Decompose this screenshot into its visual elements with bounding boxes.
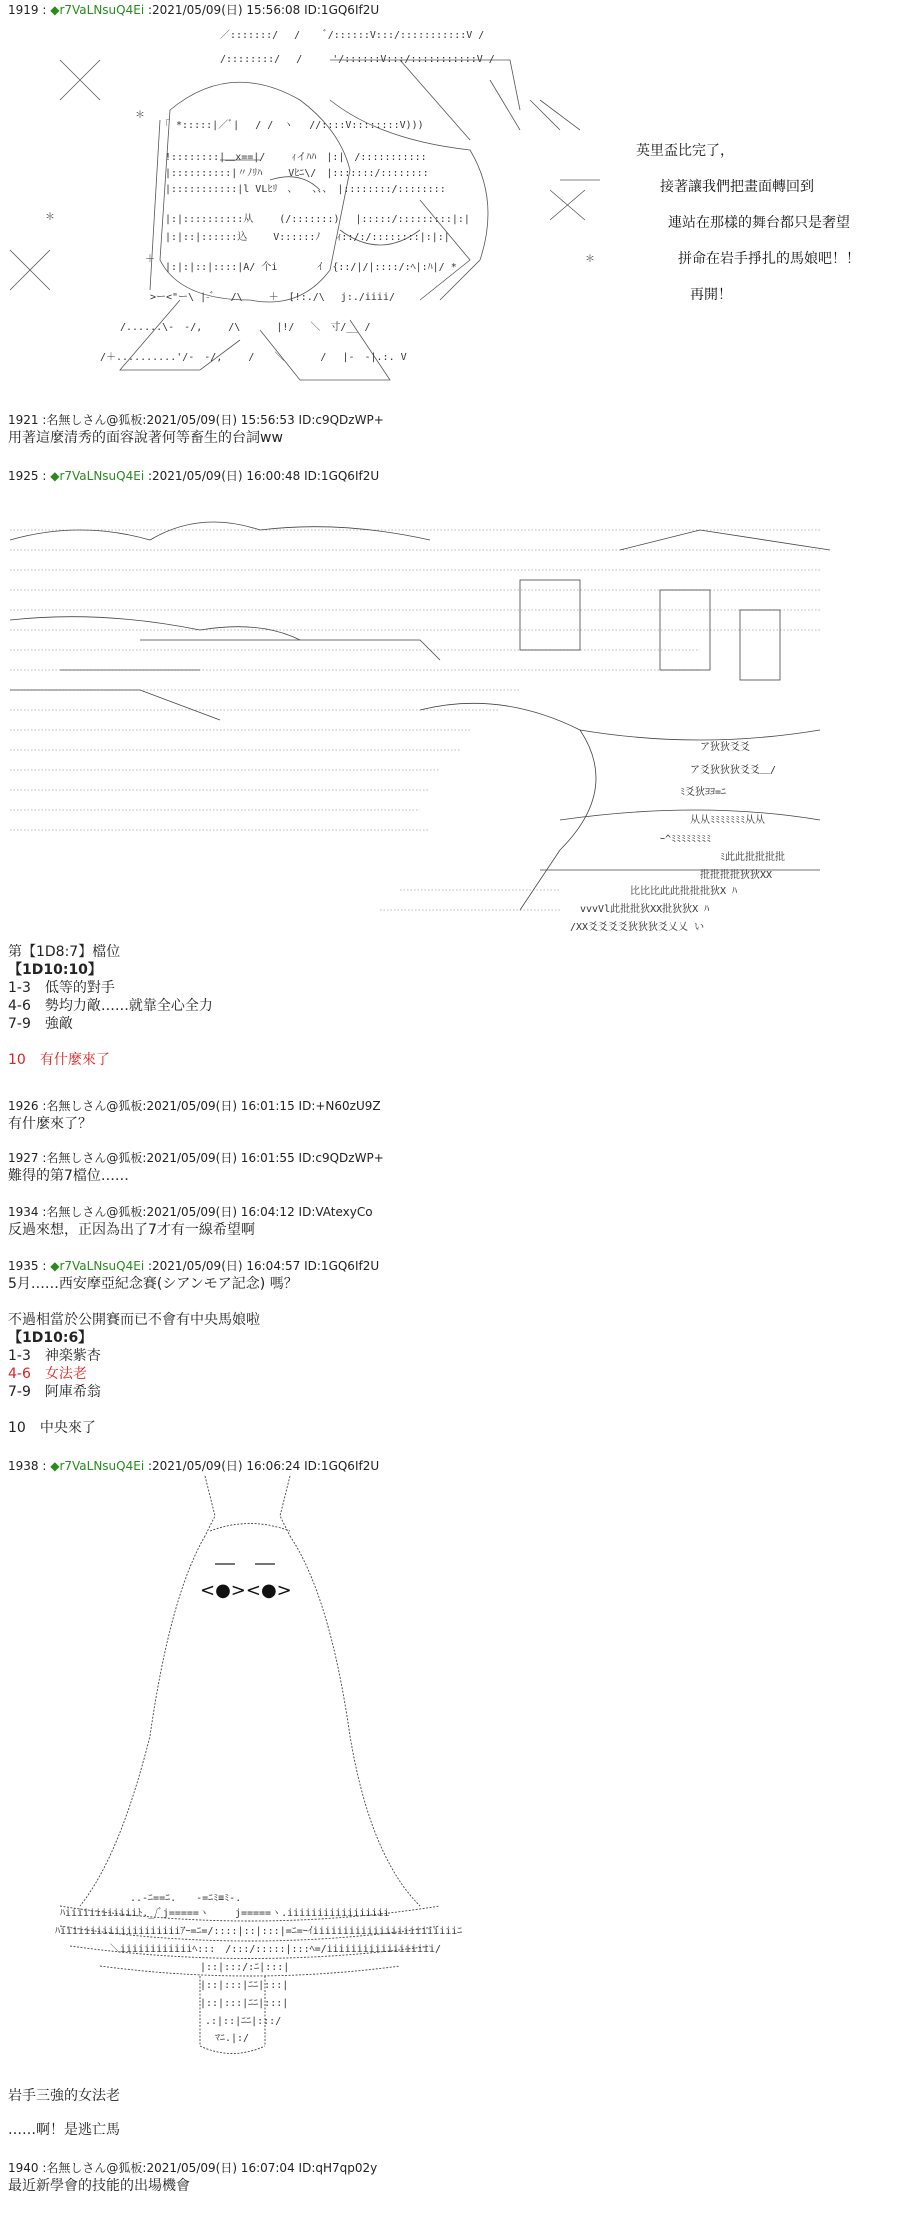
post-header-1919: 1919 : ◆r7VaLNsuQ4Ei :2021/05/09(日) 15:56:08 ID:1GQ6If2U — [8, 3, 380, 17]
svg-text:＼iiiiiiiiiiiiﾍ::: /:::/:::::|:: ＼iiiiiiiiiiiiﾍ::: /:::/:::::|:::ﾍ=/iiiiiiiiiiiiiiiiii/ — [110, 1944, 442, 1955]
svg-text:「 *:::::|／ﾞ| / / ヽ //::::V::: 「 *:::::|／ﾞ| / / ヽ //::::V::::::::V))) — [160, 120, 424, 131]
post-body: 有什麼來了？ — [8, 1116, 92, 1132]
poster-id[interactable]: ID:+N60zU9Z — [298, 1099, 381, 1113]
poster-name: 名無しさん@狐板 — [46, 1151, 143, 1165]
post-body: 最近新學會的技能的出場機會 — [8, 2178, 190, 2194]
post-number[interactable]: 1926 — [8, 1099, 39, 1113]
post-number[interactable]: 1934 — [8, 1205, 39, 1219]
poster-name: 名無しさん@狐板 — [46, 1099, 143, 1113]
post-body: 不過相當於公開賽而已不會有中央馬娘啦 — [8, 1312, 260, 1328]
post-body: 5月……西安摩亞紀念賽(シアンモア記念) 嗎？ — [8, 1276, 298, 1292]
narration-line: 再開！ — [690, 287, 732, 303]
ghost-face: <●><●> — [200, 1580, 292, 1601]
dice-option: 1-3 神楽紫杏 — [8, 1348, 101, 1364]
svg-text:|::::::::::|〃ﾉﾘﾊ Vﾋﾆ\/ |::::: |::::::::::|〃ﾉﾘﾊ Vﾋﾆ\/ |:::::::/:::::::: — [165, 168, 429, 179]
poster-id[interactable]: ID:1GQ6If2U — [304, 1459, 380, 1473]
post-number[interactable]: 1927 — [8, 1151, 39, 1165]
svg-text:.:|::|ﾆﾆ|:::/: .:|::|ﾆﾆ|:::/ — [205, 2016, 282, 2027]
svg-text:..-ﾆ==ﾆ. -=ﾆﾐ≡ﾐ-.: ..-ﾆ==ﾆ. -=ﾆﾐ≡ﾐ-. — [130, 1893, 242, 1904]
post-number[interactable]: 1940 — [8, 2161, 39, 2175]
narration-line: 拼命在岩手掙扎的馬娘吧！！ — [678, 251, 860, 267]
dice-roll: 【1D10:6】 — [8, 1330, 93, 1346]
tripcode: ◆r7VaLNsuQ4Ei — [50, 3, 145, 17]
poster-name: 名無しさん@狐板 — [46, 2161, 143, 2175]
poster-id[interactable]: ID:c9QDzWP+ — [298, 1151, 384, 1165]
svg-text:从从ﾐﾐﾐﾐﾐﾐﾐ从从: 从从ﾐﾐﾐﾐﾐﾐﾐ从从 — [690, 815, 765, 826]
post-date: 2021/05/09(日) 16:01:15 — [146, 1099, 295, 1113]
post-header-1938: 1938 : ◆r7VaLNsuQ4Ei :2021/05/09(日) 16:06:24 ID:1GQ6If2U — [8, 1459, 380, 1473]
post-header-1925: 1925 : ◆r7VaLNsuQ4Ei :2021/05/09(日) 16:00:48 ID:1GQ6If2U — [8, 469, 380, 483]
post-header-1935: 1935 : ◆r7VaLNsuQ4Ei :2021/05/09(日) 16:04:57 ID:1GQ6If2U — [8, 1259, 380, 1273]
svg-text:|::|:::|ﾆﾆ|:::|: |::|:::|ﾆﾆ|:::| — [200, 1998, 289, 2009]
post-date: 2021/05/09(日) 16:00:48 — [152, 469, 301, 483]
post-body: 岩手三強的女法老 — [8, 2088, 120, 2104]
ascii-art-ghost — [0, 1476, 900, 2056]
post-header-1927: 1927 :名無しさん@狐板:2021/05/09(日) 16:01:55 ID:c9QDzWP+ — [8, 1151, 384, 1165]
svg-text:比比比此此批批批狄X ﾊ: 比比比此此批批批狄X ﾊ — [630, 886, 738, 897]
narration-line: 英里盃比完了， — [636, 143, 734, 159]
post-date: 2021/05/09(日) 16:04:57 — [152, 1259, 301, 1273]
svg-text:＊: ＊ — [585, 254, 595, 265]
svg-text:!::::::::|＿x==|/ ｨイﾊﾊ |:| /:: !::::::::|＿x==|/ ｨイﾊﾊ |:| /::::::::::: — [165, 152, 427, 163]
post-date: 2021/05/09(日) 16:06:24 — [152, 1459, 301, 1473]
post-number[interactable]: 1938 — [8, 1459, 39, 1473]
post-date: 2021/05/09(日) 16:04:12 — [146, 1205, 295, 1219]
svg-text:ﾐ此此批批批批: ﾐ此此批批批批 — [720, 852, 785, 863]
svg-text:/＋..........'/- -/, / ＼: /＋..........'/- -/, / ＼ / |- -|.:. V — [100, 352, 407, 363]
svg-text:|:|:|::|::::|A/ 个i ｲ {::/|/: |:|:|::|::::|A/ 个i ｲ {::/|/|::::/:ﾍ|:ﾊ|/ * — [165, 262, 457, 273]
svg-text:>ー<"ー\ |-ﾞ /\ ＋ [!:./\ j:.: >ー<"ー\ |-ﾞ /\ ＋ [!:./\ j:./iiii/ — [150, 292, 395, 303]
post-body: ……啊！是逃亡馬 — [8, 2122, 120, 2138]
svg-text:＊: ＊ — [135, 110, 145, 121]
dice-option: 10 中央來了 — [8, 1420, 96, 1436]
svg-text:／:::::::/ / ﾞ/::::::V:::/::: ／:::::::/ / ﾞ/::::::V:::/:::::::::::V / — [220, 30, 485, 41]
svg-text:ﾐ爻狄ﾖﾖ=ﾆ: ﾐ爻狄ﾖﾖ=ﾆ — [680, 787, 727, 798]
post-number[interactable]: 1921 — [8, 413, 39, 427]
post-number[interactable]: 1925 — [8, 469, 39, 483]
dice-option: 4-6 勢均力敵……就靠全心全力 — [8, 998, 213, 1014]
svg-text:/......\- -/, /\ |!/ ＼ 寸: /......\- -/, /\ |!/ ＼ 寸/__ / — [120, 322, 371, 333]
post-body: 反過來想，正因為出了7才有一線希望啊 — [8, 1222, 255, 1238]
poster-id[interactable]: ID:1GQ6If2U — [304, 469, 380, 483]
post-date: 2021/05/09(日) 15:56:53 — [146, 413, 295, 427]
poster-id[interactable]: ID:c9QDzWP+ — [298, 413, 384, 427]
svg-text:ﾊiiiiiiiiiiiiﾄ._/ﾞj=====ヽ j=: ﾊiiiiiiiiiiiiﾄ._/ﾞj=====ヽ j=====ヽ.iiiiiiiiiiiiiiiii — [60, 1908, 390, 1919]
dice-option: 7-9 阿庫希翁 — [8, 1384, 101, 1400]
dice-option-selected: 4-6 女法老 — [8, 1366, 87, 1382]
poster-name: 名無しさん@狐板 — [46, 1205, 143, 1219]
ascii-art-2 — [0, 490, 900, 940]
tripcode: ◆r7VaLNsuQ4Ei — [50, 1459, 145, 1473]
svg-text:/XX爻爻爻爻狄狄狄爻乂乂 い: /XX爻爻爻爻狄狄狄爻乂乂 い — [570, 922, 705, 933]
post-header-1940: 1940 :名無しさん@狐板:2021/05/09(日) 16:07:04 ID:qH7qp02y — [8, 2161, 378, 2175]
svg-text:ア狄狄爻爻: ア狄狄爻爻 — [700, 742, 750, 753]
poster-id[interactable]: ID:1GQ6If2U — [304, 1259, 380, 1273]
narration-line: 接著讓我們把畫面轉回到 — [660, 179, 814, 195]
dice-option: 1-3 低等的對手 — [8, 980, 115, 996]
tripcode: ◆r7VaLNsuQ4Ei — [50, 1259, 145, 1273]
post-header-1926: 1926 :名無しさん@狐板:2021/05/09(日) 16:01:15 ID:+N60zU9Z — [8, 1099, 381, 1113]
svg-text:|::|:::/:ﾆ|:::|: |::|:::/:ﾆ|:::| — [200, 1962, 290, 1973]
post-header-1921: 1921 :名無しさん@狐板:2021/05/09(日) 15:56:53 ID:c9QDzWP+ — [8, 413, 384, 427]
post-header-1934: 1934 :名無しさん@狐板:2021/05/09(日) 16:04:12 ID:VAtexyCo — [8, 1205, 373, 1219]
dice-title: 第【1D8:7】檔位 — [8, 944, 121, 960]
svg-text:vvvVl此批批狄XX批狄狄X ﾊ: vvvVl此批批狄XX批狄狄X ﾊ — [580, 904, 710, 915]
narration-line: 連站在那樣的舞台都只是奢望 — [668, 215, 850, 231]
dice-option: 7-9 強敵 — [8, 1016, 73, 1032]
dice-option-selected: 10 有什麼來了 — [8, 1052, 110, 1068]
svg-text:＊: ＊ — [45, 212, 55, 223]
dice-roll: 【1D10:10】 — [8, 962, 102, 978]
svg-text:ﾊiiiiiiiiiiiiiiiiiiiiｱｰ=ﾆ=/:::: ﾊiiiiiiiiiiiiiiiiiiiiｱｰ=ﾆ=/::::|::|:::|=ﾆ=ｰｲiiiiiiiiiiiiiiiiiiiiiiiiﾆ — [55, 1926, 463, 1937]
tripcode: ◆r7VaLNsuQ4Ei — [50, 469, 145, 483]
post-number[interactable]: 1935 — [8, 1259, 39, 1273]
post-date: 2021/05/09(日) 16:01:55 — [146, 1151, 295, 1165]
svg-text:批批批批狄狄XX: 批批批批狄狄XX — [700, 870, 773, 881]
poster-id[interactable]: ID:VAtexyCo — [298, 1205, 373, 1219]
post-body: 難得的第7檔位…… — [8, 1168, 129, 1184]
svg-text:/::::::::/ / '/::::::V:::/:: /::::::::/ / '/::::::V:::/:::::::::::V / — [220, 54, 495, 65]
poster-id[interactable]: ID:qH7qp02y — [298, 2161, 378, 2175]
svg-text:|:|::|::::::込 V::::::ﾉ ｨ::/: |:|::|::::::込 V::::::ﾉ ｨ::/:/::::::::|:|:| — [165, 232, 450, 243]
poster-name: 名無しさん@狐板 — [46, 413, 143, 427]
post-number[interactable]: 1919 — [8, 3, 39, 17]
ascii-art-1 — [0, 0, 900, 400]
svg-text:|:|::::::::::从 (/:::::::) |: |:|::::::::::从 (/:::::::) |:::::/:::::::::|:| — [165, 214, 470, 225]
svg-text:＋: ＋ — [145, 254, 155, 265]
svg-text:|::|:::|ﾆﾆ|:::|: |::|:::|ﾆﾆ|:::| — [200, 1980, 289, 1991]
post-date: 2021/05/09(日) 15:56:08 — [152, 3, 301, 17]
svg-text:ｰ^ﾐﾐﾐﾐﾐﾐﾐﾐ: ｰ^ﾐﾐﾐﾐﾐﾐﾐﾐ — [660, 834, 712, 845]
post-body: 用著這麼清秀的面容說著何等畜生的台詞ww — [8, 430, 283, 446]
post-date: 2021/05/09(日) 16:07:04 — [146, 2161, 295, 2175]
svg-text:ア爻狄狄狄爻爻＿/: ア爻狄狄狄爻爻＿/ — [690, 765, 777, 776]
svg-text:|:::::::::::|l VLﾋﾘ 、 、、、 |::: |:::::::::::|l VLﾋﾘ 、 、、、 |::::::::/:::::::: — [165, 184, 446, 195]
svg-text:ﾏﾆ.|:/: ﾏﾆ.|:/ — [215, 2033, 250, 2044]
poster-id[interactable]: ID:1GQ6If2U — [304, 3, 380, 17]
